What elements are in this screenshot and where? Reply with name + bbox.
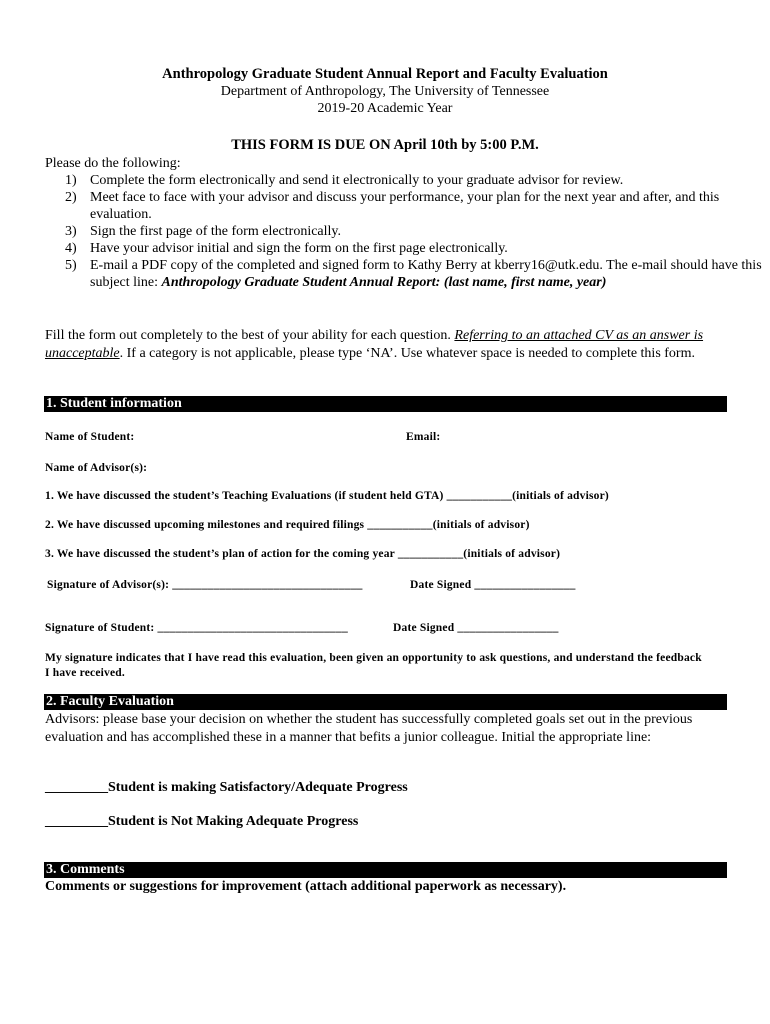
department-line: Department of Anthropology, The University of Tennessee — [220, 84, 550, 99]
comments-instructions: Comments or suggestions for improvement (attach additional paperwork as necessary). — [45, 879, 567, 894]
not-adequate-progress-option: _________Student is Not Making Adequate Progress — [45, 814, 359, 829]
email-label: Email: — [406, 431, 441, 443]
section-heading-student-information: 1. Student information — [44, 396, 727, 412]
plan-of-action-check: 3. We have discussed the student’s plan of action for the coming year ___________(initials of advisor) — [45, 548, 561, 560]
form-title: Anthropology Graduate Student Annual Report and Faculty Evaluation — [162, 66, 608, 82]
instruction-steps — [45, 172, 770, 291]
due-date-notice: THIS FORM IS DUE ON April 10th by 5:00 P.M. — [231, 137, 539, 153]
student-date-line: Date Signed _________________ — [393, 622, 559, 634]
section-heading-faculty-evaluation: 2. Faculty Evaluation — [44, 694, 727, 710]
instruction-step: 5) E-mail a PDF copy of the completed and signed form to Kathy Berry at kberry16@utk.edu. The e-mail should have this subject line: Anthropology Graduate Student Annual Report: (last name, first name, year) — [65, 258, 762, 290]
student-signature-line: Signature of Student: ________________________________ — [45, 622, 348, 634]
email-subject-line: Anthropology Graduate Student Annual Report: (last name, first name, year) — [161, 275, 607, 290]
teaching-evaluation-check: 1. We have discussed the student’s Teaching Evaluations (if student held GTA) ___________(initials of advisor) — [45, 490, 609, 502]
section-heading-comments: 3. Comments — [44, 862, 727, 878]
instruction-step: 3) Sign the first page of the form electronically. — [65, 224, 342, 239]
instructions-intro: Please do the following: — [45, 156, 181, 171]
instruction-step: 4) Have your advisor initial and sign the form on the first page electronically. — [65, 241, 508, 256]
academic-year: 2019-20 Academic Year — [317, 101, 453, 116]
faculty-evaluation-instructions: Advisors: please base your decision on whether the student has successfully completed goals set out in the previous evaluation and has accomplished these in a manner that befits a junior colleague. Initial the appropriate line: — [45, 712, 693, 745]
instruction-step: 2) Meet face to face with your advisor and discuss your performance, your plan for the next year and after, and this evaluation. — [65, 190, 720, 222]
cv-warning: Referring to an attached CV as an answer is unacceptable — [45, 328, 704, 361]
student-name-label: Name of Student: — [45, 431, 135, 443]
fill-instructions: Fill the form out completely to the best of your ability for each question. Referring to an attached CV as an answer is unacceptable. If a category is not applicable, please type ‘NA’. Use whatever space is needed to complete this form. — [45, 328, 704, 361]
advisor-date-line: Date Signed _________________ — [410, 579, 576, 591]
advisor-signature-line: Signature of Advisor(s): ________________________________ — [47, 579, 363, 591]
instruction-step: 1) Complete the form electronically and send it electronically to your graduate advisor for review. — [65, 173, 624, 188]
signature-acknowledgement: My signature indicates that I have read this evaluation, been given an opportunity to ask questions, and understand the feedback I have received. — [45, 652, 702, 679]
satisfactory-progress-option: _________Student is making Satisfactory/Adequate Progress — [45, 780, 408, 795]
milestones-check: 2. We have discussed upcoming milestones and required filings ___________(initials of advisor) — [45, 519, 530, 531]
advisor-name-label: Name of Advisor(s): — [45, 462, 148, 474]
